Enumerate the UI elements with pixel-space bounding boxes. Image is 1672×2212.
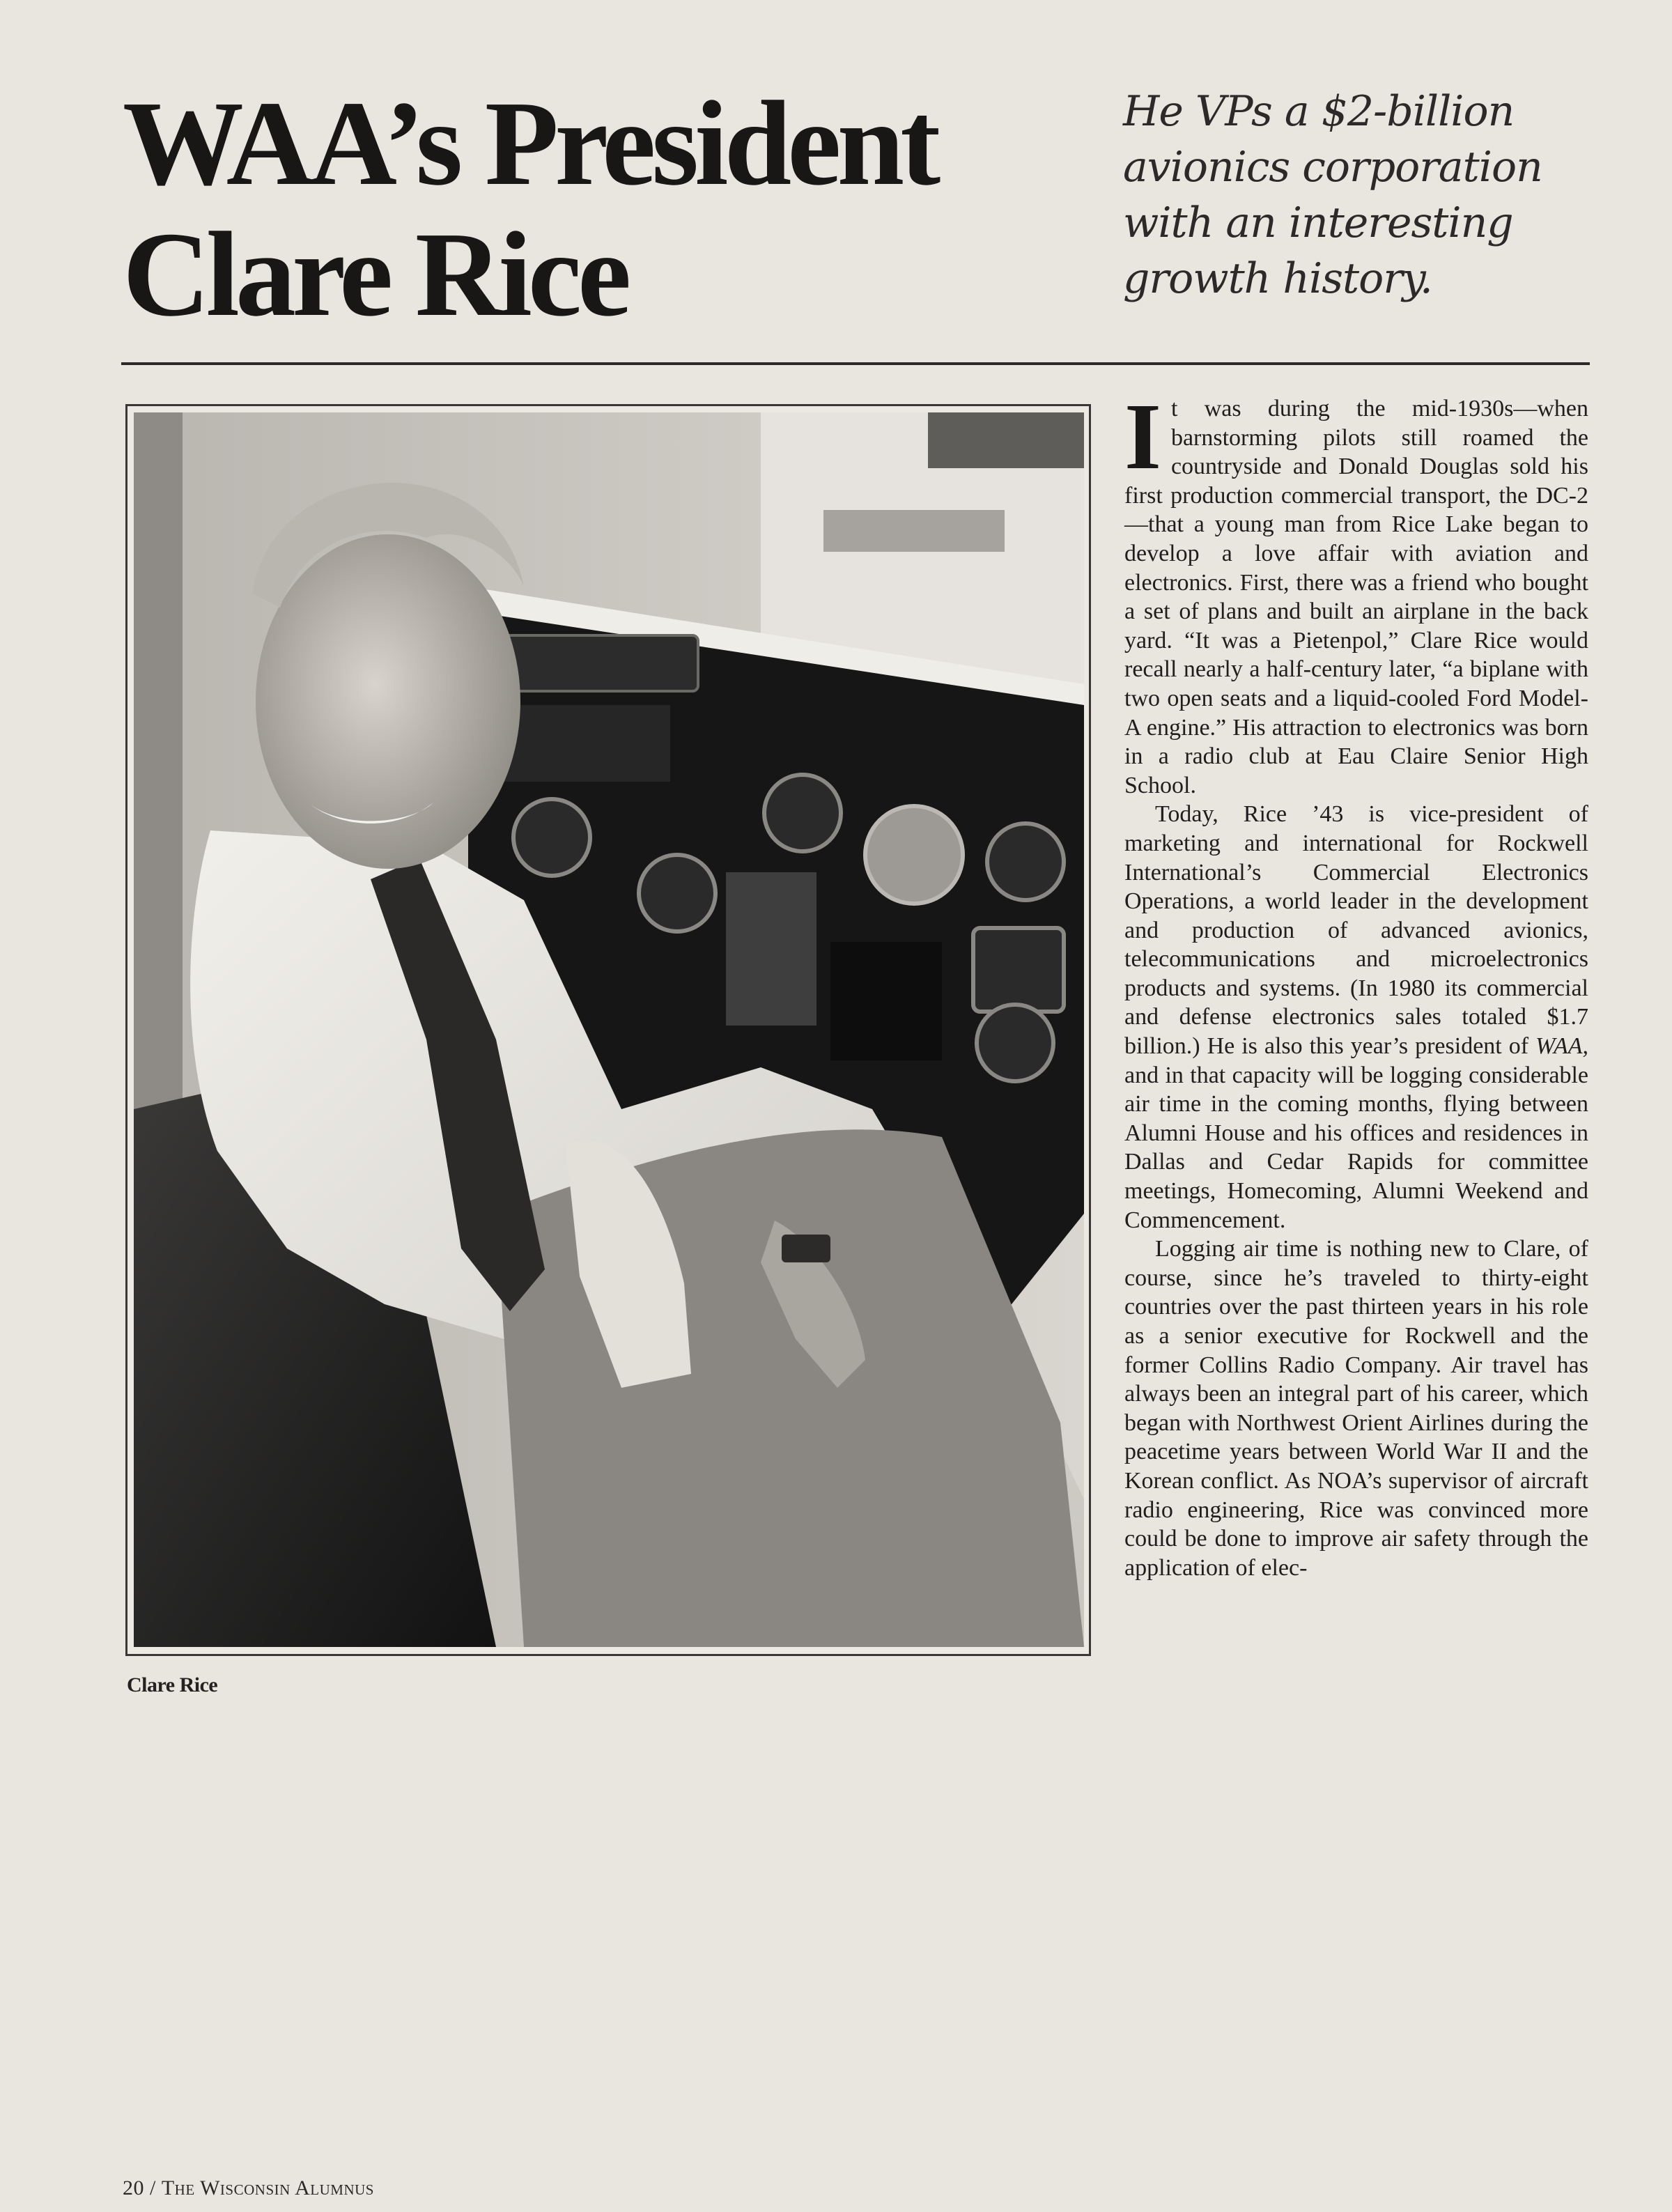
deck-line-2: avionics corporation: [1123, 143, 1542, 192]
deck-line-4: growth history.: [1123, 254, 1432, 303]
photo-caption: Clare Rice: [127, 1673, 218, 1696]
drop-cap: I: [1124, 385, 1161, 489]
article-paragraph-2: [1124, 800, 1588, 1235]
paragraph-1-text: t was during the mid-1930s—when barnstorming pilots still roamed the countryside and Donald Douglas sold his first production commercial transport, the DC-2—that a young man from Rice Lake began to develop a love affair with aviation and electronics. First, there was a friend who bought a set of plans and built an airplane in the back yard. “It was a Pietenpol,” Clare Rice would recall nearly a half-century later, “a biplane with two open seats and a liquid-cooled Ford Model-A engine.” His attraction to electronics was born in a radio club at Eau Claire Senior High School.: [1124, 396, 1588, 798]
page-footer: [123, 2176, 374, 2200]
paragraph-2-text-b: and in that capacity will be logging considerable air time in the coming months, flying between Alumni House and his offices and residences in Dallas and Cedar Rapids for committee meetings, Homecoming, Alumni Weekend and Commencement.: [1124, 1062, 1588, 1233]
article-body: [1124, 385, 1588, 1582]
portrait-photo: [134, 412, 1084, 1647]
headline-line-2: Clare Rice: [123, 207, 628, 341]
headline: [123, 78, 1028, 340]
portrait-illustration: [134, 412, 1084, 1647]
waa-italic: WAA,: [1535, 1033, 1588, 1060]
header-rule: [121, 362, 1590, 365]
headline-line-1: WAA’s President: [123, 76, 937, 210]
publication-name: The Wisconsin Alumnus: [161, 2176, 374, 2199]
deck-subhead: [1123, 84, 1611, 307]
page-number: 20: [123, 2176, 144, 2199]
article-paragraph-3: Logging air time is nothing new to Clare, of course, since he’s traveled to thirty-eight countries over the past thirteen years in his role as a senior executive for Rockwell and the former Collins Radio Company. Air travel has always been an integral part of his career, which began with Northwest Orient Airlines during the peacetime years between World War II and the Korean conflict. As NOA’s supervisor of aircraft radio engineering, Rice was convinced more could be done to improve air safety through the application of elec-: [1124, 1236, 1588, 1581]
article-paragraph-1: [1124, 385, 1588, 800]
footer-separator: /: [144, 2176, 162, 2199]
deck-line-1: He VPs a $2-billion: [1123, 87, 1515, 136]
deck-line-3: with an interesting: [1123, 199, 1513, 247]
paragraph-2-text-a: Today, Rice ’43 is vice-president of marketing and international for Rockwell International’s Commercial Electronics Operations, a world leader in the development and production of advanced avionics, telecommunications and microelectronics products and systems. (In 1980 its commercial and defense electronics sales totaled $1.7 billion.) He is also this year’s president of: [1124, 801, 1588, 1060]
